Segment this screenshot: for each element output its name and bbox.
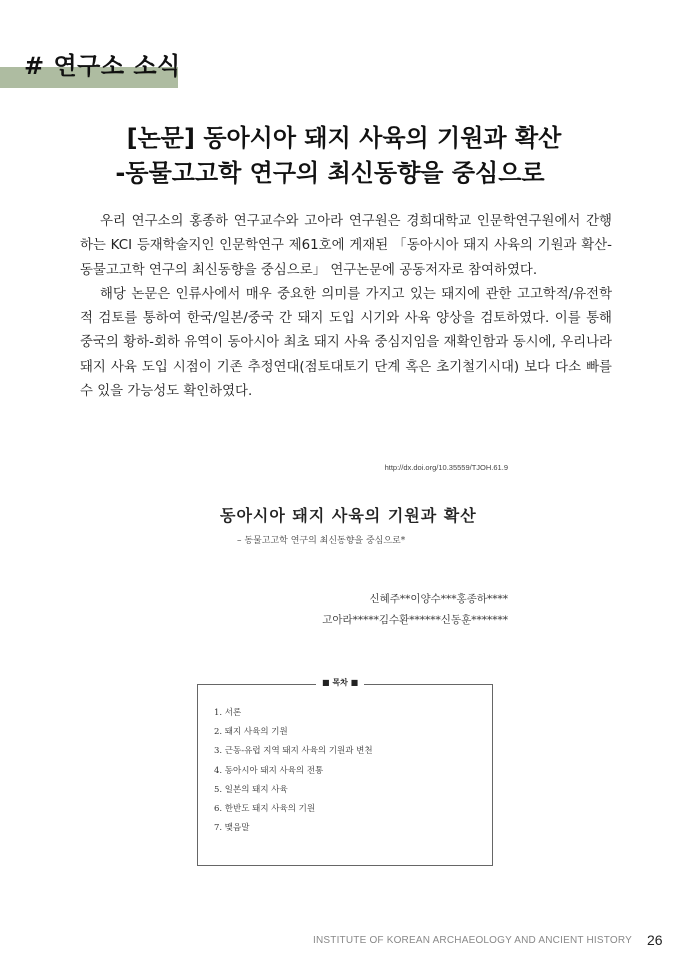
section-tag	[0, 46, 181, 88]
body-paragraph: 우리 연구소의 홍종하 연구교수와 고아라 연구원은 경희대학교 인문학연구원에서 간행하는 KCI 등재학술지인 인문학연구 제61호에 게재된 「동아시아 돼지 사육의 기원과 확산-동물고고학 연구의 최신동향을 중심으로」 연구논문에 공동저자로 참여하였다.	[80, 214, 612, 278]
article-body	[80, 210, 612, 404]
footer-institute: INSTITUTE OF KOREAN ARCHAEOLOGY AND ANCIENT HISTORY	[313, 935, 632, 946]
article-title-line1: [논문] 동아시아 돼지 사육의 기원과 확산	[126, 124, 562, 152]
body-paragraph: 해당 논문은 인류사에서 매우 중요한 의미를 가지고 있는 돼지에 관한 고고학적/유전학적 검토를 통하여 한국/일본/중국 간 돼지 도입 시기와 사육 양상을 검토하였다. 이를 통해 중국의 황하-회하 유역이 동아시아 최초 돼지 사육 중심지임을 재확인함과 동시에, 우리나라 돼지 사육 도입 시점이 기존 추정연대(점토대토기 단계 혹은 초기철기시대) 보다 다소 빠를 수 있을 가능성도 확인하였다.	[80, 286, 612, 400]
paper-authors: 신혜주**이양수***홍종하****	[369, 593, 508, 605]
toc-heading: ■ 목차 ■	[316, 677, 364, 688]
article-title-line2: -동물고고학 연구의 최신동향을 중심으로	[115, 159, 545, 187]
page-number: 26	[647, 932, 663, 948]
toc-item: 3. 근동-유럽 지역 돼지 사육의 기원과 변천	[214, 746, 373, 757]
toc-item: 2. 돼지 사육의 기원	[214, 727, 288, 738]
toc-item: 4. 동아시아 돼지 사육의 전통	[214, 765, 324, 776]
toc-item: 7. 맺음말	[214, 823, 250, 834]
paper-subtitle: – 동물고고학 연구의 최신동향을 중심으로*	[237, 536, 406, 546]
paper-toc-box	[197, 678, 493, 866]
paper-doi: http://dx.doi.org/10.35559/TJOH.61.9	[384, 463, 508, 472]
toc-item: 1. 서론	[214, 708, 242, 718]
toc-list	[214, 704, 373, 838]
toc-item: 6. 한반도 돼지 사육의 기원	[214, 804, 316, 815]
paper-title: 동아시아 돼지 사육의 기원과 확산	[220, 506, 477, 525]
section-label: # 연구소 소식	[24, 52, 181, 80]
paper-cover-image	[195, 455, 525, 895]
toc-item: 5. 일본의 돼지 사육	[214, 784, 288, 795]
paper-authors: 고아라*****김수환******신동훈*******	[322, 614, 508, 626]
